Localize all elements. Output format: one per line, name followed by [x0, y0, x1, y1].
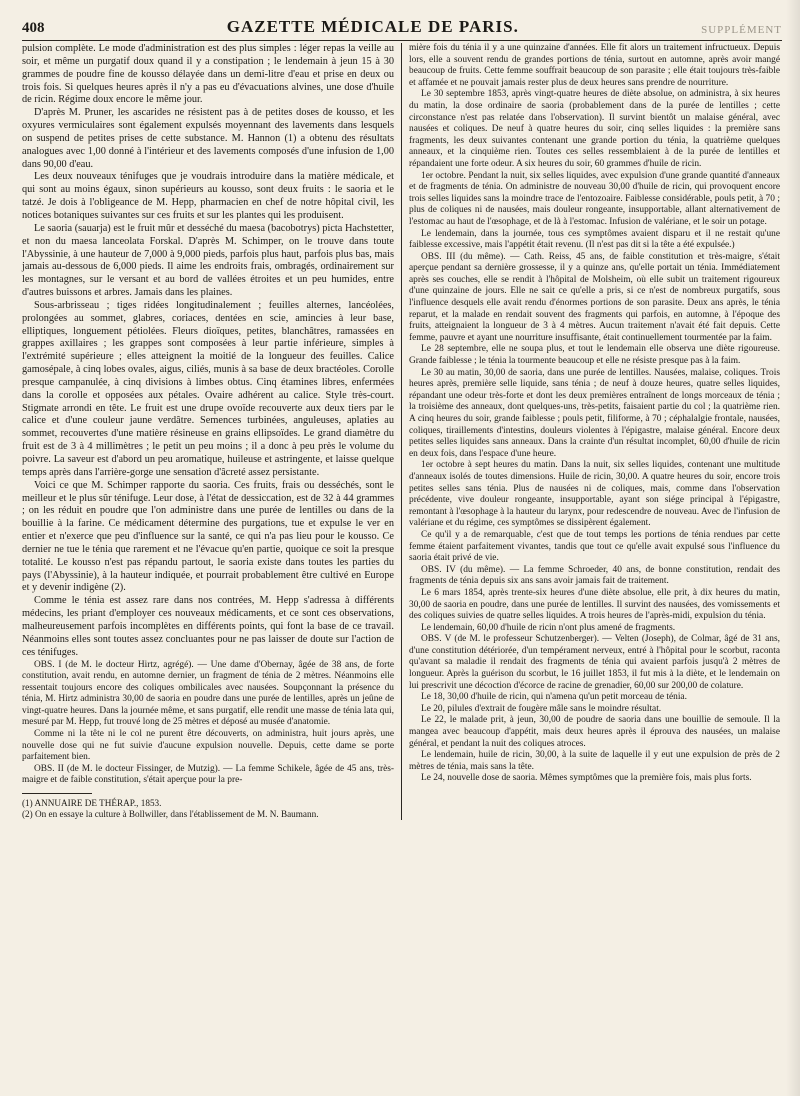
paragraph: Comme le ténia est assez rare dans nos contrées, M. Hepp s'adressa à différents médecins, les priant d'employer ces nouveaux médicaments, et ce sont ces observations, malheureusement parfois incomplètes en différents points, qui font la base de ce travail. Néanmoins elles sont toutes assez concluantes pour ne pas laisser de doute sur l'action de ces ténifuges. [22, 595, 394, 658]
observation-paragraph: 1er octobre. Pendant la nuit, six selles liquides, avec expulsion d'une grande quantité d'anneaux et de fragments de ténia. On administre de nouveau 30,00 d'huile de ricin, qui provoquent encore trois selles liquides sans la moindre trace de l'entozoaire. Faiblesse considérable, pouls petit, à 70 ; plus de coliques ni de nausées, mais douleur rongeante, insupportable, allant alternativement de l'estomac au haut de l'œsophage, et de là à l'estomac. Infusion de valériane, et le soir un potage. [409, 170, 780, 227]
observation-paragraph: Ce qu'il y a de remarquable, c'est que de tout temps les portions de ténia rendues par cette femme étaient parfaitement vivantes, tandis que tout ce qu'elle avait expulsé sous l'influence du saoria était privé de vie. [409, 529, 780, 564]
footnote-divider [22, 793, 92, 794]
footnote: (1) ANNUAIRE DE THÉRAP., 1853. [22, 798, 162, 809]
observation-paragraph: Le 6 mars 1854, après trente-six heures d'une diète absolue, elle prit, à dix heures du matin, 30,00 de saoria en poudre, dans une purée de lentilles. Il survint des nausées, des vomissements et des coliques suivies de quatre selles liquides. A trois heures de l'après-midi, expulsion du ténia. [409, 587, 780, 622]
observation-paragraph: Le 22, le malade prit, à jeun, 30,00 de poudre de saoria dans une bouillie de semoule. Il la mangea avec beaucoup d'appétit, mais deux heures après il éprouva des nausées, un malaise général, et pendant la nuit des coliques atroces. [409, 715, 780, 749]
journal-title: GAZETTE MÉDICALE DE PARIS. [226, 17, 519, 36]
observation-paragraph: OBS. V (de M. le professeur Schutzenberger). — Velten (Joseph), de Colmar, âgé de 31 ans, d'une constitution détériorée, d'un tempérament nerveux, entré à l'hôpital pour le scorbut, raconta qu'avant sa maladie il rendait des fragments de ténia qui avaient parfois jusqu'à 2 mètres de longueur. Après la guérison du scorbut, le 16 juillet 1853, il fut mis à la diète, et le lendemain on lui prescrivit une décoction d'écorce de racine de grenadier, 60,00 sur 200,00 de colature. [409, 634, 780, 691]
paragraph: Les deux nouveaux ténifuges que je voudrais introduire dans la matière médicale, et qui sont au moins égaux, sinon supérieurs au kousso, sont deux fruits : le saoria et le tatzé. Je dois à l'obligeance de M. Hepp, pharmacien en chef de notre hôpital civil, les notices botaniques suivantes sur ces fruits et sur les plantes qui les produisent. [22, 171, 394, 221]
paragraph: Sous-arbrisseau ; tiges ridées longitudinalement ; feuilles alternes, lancéolées, prolongées au sommet, glabres, coriaces, dentées en scie, amincies à leur base, elliptiques, longuement pétiolées. Fleurs dioïques, petites, blanchâtres, ramassées en grappes axillaires ; les grappes sont composées à leur partie inférieure, simples à l'extrémité supérieure ; elles atteignent la moitié de la longueur des feuilles. Calice gamosépale, à cinq lobes ovales, aigus, ciliés, munis à sa base de deux bractéoles. Corolle presque campanulée, à cinq divisions à limbes obtus. Cinq étamines libres, enfermées dans la corolle et opposées aux pétales. Ovaire adhérent au calice. Style très-court. Stigmate arrondi en tête. Le fruit est une drupe ovoïde recouverte aux deux tiers par le calice et d'une couleur jaune verdâtre. Semences turbinées, anguleuses, aplaties au sommet, recouvertes d'une matière résineuse en grains ellipsoïdes. Le grand diamètre du fruit est de 3 à 4 millimètres ; le petit un peu moins ; il a donc à peu près le volume du poivre. La saveur est d'abord un peu aromatique, huileuse et astringente, et laisse quelque temps après dans l'arrière-gorge une sensation d'âcreté assez persistante. [22, 299, 394, 478]
paragraph: Voici ce que M. Schimper rapporte du saoria. Ces fruits, frais ou desséchés, sont le meilleur et le plus sûr ténifuge. Leur dose, à l'état de dessiccation, est de 32 à 44 grammes ; on les réduit en poudre que l'on administre dans une purée de lentilles ou dans de la bouillie à la farine. Ce médicament détermine des purgations, tue et expulse le ver en entier et n'exerce que peu d'influence sur la santé, ce qui n'a pas lieu pour le kousso. Ce dernier ne tue le ténia que rarement et ne l'évacue qu'en partie, quoique ce soit la presque totalité. Le kousso n'est pas répandu partout, le saoria existe dans toutes les parties du pays (l'Abyssinie), à la hauteur indiquée, et pourrait probablement être cultivé en Europe et y devenir indigène (2). [22, 479, 394, 594]
observation-paragraph: Le lendemain, dans la journée, tous ces symptômes avaient disparu et il ne restait qu'une faiblesse excessive, mais l'appétit était revenu. (Il n'est pas dit si la tête a été expulsée.) [409, 228, 780, 251]
running-head: SUPPLÉMENT [701, 24, 782, 36]
observation-paragraph: OBS. II (de M. le docteur Fissinger, de Mutzig). — La femme Schikele, âgée de 45 ans, très-maigre et de faible constitution, s'était aperçue pour la pre- [22, 763, 394, 786]
observation-paragraph: mière fois du ténia il y a une quinzaine d'années. Elle fit alors un traitement infructueux. Depuis lors, elle a souvent rendu de grandes portions de ténia, surtout en automne, après avoir mangé beaucoup de fruits. Cette femme souffrait beaucoup de son parasite ; elle était toujours très-faible et affamée et ne pouvait jamais rester plus de deux heures sans prendre de nourriture. [409, 43, 780, 88]
paragraph: pulsion complète. Le mode d'administration est des plus simples : léger repas la veille au soir, et même un purgatif doux quand il y a constipation ; le lendemain à jeun 15 à 30 grammes de poudre fine de kousso délayée dans un demi-litre d'eau et prise en deux ou trois fois. Si quelques heures après il n'y a pas eu d'évacuations alvines, une dose d'huile de ricin. Régime doux encore le même jour. [22, 43, 394, 106]
observation-paragraph: Comme ni la tête ni le col ne purent être découverts, on administra, huit jours après, une nouvelle dose qui ne fut suivie d'aucune expulsion nouvelle. Depuis, cette dame se porte parfaitement bien. [22, 729, 394, 763]
page-number: 408 [22, 20, 45, 36]
observation-paragraph: 1er octobre à sept heures du matin. Dans la nuit, six selles liquides, contenant une multitude d'anneaux isolés de toutes dimensions. Huile de ricin, 30,00. A quatre heures du soir, encore trois petites selles sans ténia. Plus de nausées ni de coliques, mais, comme dans l'observation précédente, vive douleur rongeante, insupportable, ayant son siége principal à l'épigastre, remontant à l'œsophage à la hauteur du larynx, pour redescendre de nouveau. Avec de l'infusion de valériane et du régime, ces symptômes se dissipèrent également. [409, 460, 780, 529]
observation-paragraph: OBS. I (de M. le docteur Hirtz, agrégé). — Une dame d'Obernay, âgée de 38 ans, de forte constitution, avait rendu, en automne dernier, un fragment de ténia de 2 mètres. Néanmoins elle ressentait toujours encore des coliques ombilicales avec nausées. Soupçonnant la présence du ténia, M. Hirtz administra 30,00 de saoria en poudre dans une purée de lentilles, après un jeûne de vingt-quatre heures. Dans la journée même, et sans purgatif, elle rendit une masse de ténia lata qui, mesuré par M. Hepp, fut trouvé long de 25 mètres et déposé au musée d'anatomie. [22, 659, 394, 728]
observation-paragraph: Le 24, nouvelle dose de saoria. Mêmes symptômes que la première fois, mais plus forts. [421, 773, 752, 784]
two-column-body [22, 43, 782, 820]
page-header [22, 14, 782, 41]
observation-paragraph: Le 20, pilules d'extrait de fougère mâle sans le moindre résultat. [421, 703, 662, 714]
observation-paragraph: Le 18, 30,00 d'huile de ricin, qui n'amena qu'un petit morceau de ténia. [421, 692, 687, 703]
paragraph: Le saoria (sauarja) est le fruit mûr et desséché du maesa (bacobotrys) picta Hachstetter, et non du maesa lanceolata Forskal. D'après M. Schimper, on le trouve dans toute l'Abyssinie, à une hauteur de 7,000 à 9,000 pieds, parfois plus haut, parfois plus bas, mais jamais au-dessous de 6,000 pieds. Il aime les endroits frais, ombragés, ordinairement sur les montagnes, sur le versant et au bord de vallées étroites et un peu humides, entre d'autres buissons et arbres. Jamais dans les plaines. [22, 222, 394, 299]
page-edge-shadow [786, 0, 800, 1096]
observation-paragraph: Le 28 septembre, elle ne soupa plus, et tout le lendemain elle observa une diète rigoureuse. Grande faiblesse ; le ténia la tourmente beaucoup et elle ne résiste presque pas à la faim. [409, 344, 780, 367]
observation-paragraph: OBS. III (du même). — Cath. Reiss, 45 ans, de faible constitution et très-maigre, s'était aperçue pendant sa dernière grossesse, il y a quinze ans, qu'elle portait un ténia. Immédiatement après ses couches, elle se rendit à l'hôpital de Molsheim, où elle subit un traitement rigoureux d'une quinzaine de jours. Elle ne sait ce qu'elle a pris, si ce n'est de nombreux purgatifs, sous l'influence desquels elle avait rendu d'énormes portions de son parasite. Deux ans après, le ténia reparut, et la malade en rendait souvent des fragments qui parfois, en automne, à l'époque des fruits, atteignaient la longueur de 3 à 4 mètres. Aucun traitement n'avait été fait depuis. Cette femme, pauvre et ayant une nourriture insuffisante, était continuellement tourmentée par la faim. [409, 251, 780, 343]
footnotes [22, 798, 394, 820]
observation-paragraph: Le lendemain, huile de ricin, 30,00, à la suite de laquelle il y eut une expulsion de près de 2 mètres de ténia, mais sans la tête. [409, 750, 780, 772]
footnote: (2) On en essaye la culture à Bollwiller, dans l'établissement de M. N. Baumann. [22, 809, 319, 820]
right-column [401, 43, 780, 820]
observation-paragraph: Le 30 septembre 1853, après vingt-quatre heures de diète absolue, on administra, à six heures du matin, la dose ordinaire de saoria (probablement dans de la purée de lentilles ; cette circonstance n'est pas relatée dans l'observation). Il survint bientôt un malaise général, avec nausées et coliques. De neuf à quatre heures du soir, cinq selles liquides : la première sans fragments, les deux suivantes contenant une grande portion du ténia, la quatrième quelques anneaux, et la cinquième rien. Toutes ces selles ressemblaient à de la purée de lentilles et répandaient une forte odeur. A six heures du soir, 60 grammes d'huile de ricin. [409, 89, 780, 169]
observation-paragraph: Le lendemain, 60,00 d'huile de ricin n'ont plus amené de fragments. [421, 622, 676, 633]
left-column [22, 43, 401, 820]
observation-paragraph: OBS. IV (du même). — La femme Schroeder, 40 ans, de bonne constitution, rendait des fragments de ténia depuis six ans sans avoir jamais fait de traitement. [409, 564, 780, 587]
observation-paragraph: Le 30 au matin, 30,00 de saoria, dans une purée de lentilles. Nausées, malaise, coliques. Trois heures après, première selle liquide, sans ténia ; de neuf à douze heures, quatre selles liquides, répandant une odeur très-forte et dont les deux premières entraînent de longs morceaux de ténia ; la troisième des anneaux, dont quelques-uns, très-petits, faisaient partie du col ; la quatrième rien. A cinq heures du soir, grande faiblesse ; pouls petit, filiforme, à 70 ; céphalalgie frontale, nausées, coliques, tiraillements d'intestins, douleurs violentes à l'épigastre, malaise général. Encore deux petites selles liquides sans anneaux. Dans la crainte d'un résultat incomplet, 60,00 d'huile de ricin en deux fois, dans l'espace d'une heure. [409, 367, 780, 459]
paragraph: D'après M. Pruner, les ascarides ne résistent pas à de petites doses de kousso, et les oxyures vermiculaires sont également expulsés moyennant des lavements dans lesquels on suspend de petites prises de cette substance. M. Hannon (1) a obtenu des résultats analogues avec 1,00 donné à l'intérieur et des lavements composés d'une infusion de 1,00 dans 90,00 d'eau. [22, 107, 394, 170]
